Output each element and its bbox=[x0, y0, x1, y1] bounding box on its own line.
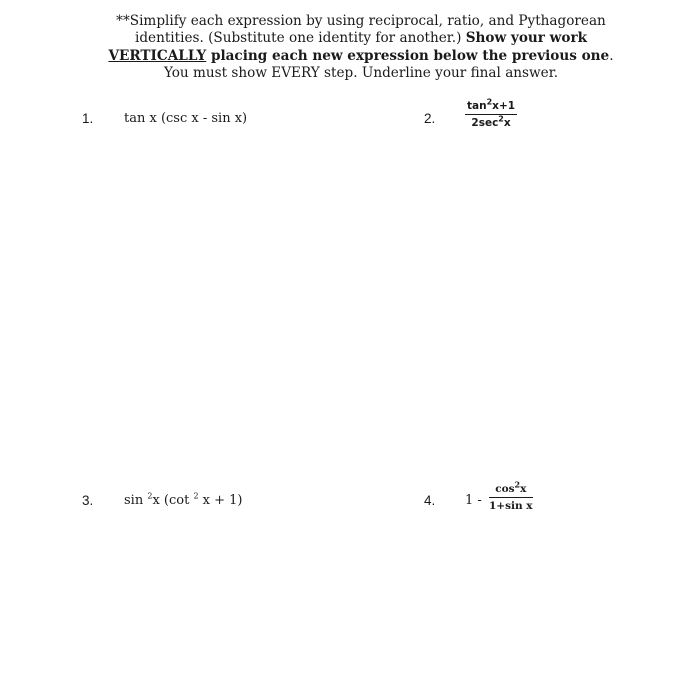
problem-3-part-b: x (cot bbox=[152, 493, 194, 508]
problem-4-num-base: cos bbox=[495, 483, 515, 495]
problem-4-fraction bbox=[489, 479, 533, 512]
problem-2-num-base: tan bbox=[467, 100, 487, 112]
problem-3-part-c: x + 1) bbox=[198, 493, 243, 508]
problem-2-num-exp: 2 bbox=[486, 97, 493, 107]
problem-4-prefix: 1 - bbox=[465, 493, 482, 508]
problem-3-number: 3. bbox=[82, 493, 94, 508]
instructions-text-1: **Simplify each expression by using reciprocal, ratio, and Pythagorean identities. (Substitute one identity for another.) bbox=[116, 13, 606, 47]
problem-3-expression bbox=[124, 493, 243, 508]
problem-4-num-exp: 2 bbox=[514, 479, 521, 490]
problem-3-part-a: sin bbox=[124, 493, 148, 508]
problem-2-fraction bbox=[465, 97, 517, 129]
problem-2-den-exp: 2 bbox=[498, 114, 504, 124]
problem-1-expression: tan x (csc x - sin x) bbox=[124, 111, 248, 126]
instructions bbox=[100, 13, 622, 83]
problem-4-number: 4. bbox=[424, 493, 436, 508]
vertically-underlined: VERTICALLY bbox=[108, 47, 207, 64]
problem-2-den-rest: x bbox=[503, 117, 511, 129]
instructions-bold-1: Show your work bbox=[465, 30, 588, 47]
problem-2-number: 2. bbox=[424, 111, 436, 126]
instructions-bold-underline bbox=[108, 48, 206, 64]
problem-4-numerator bbox=[489, 479, 533, 498]
problem-3-exp-b: 2 bbox=[193, 491, 199, 501]
instructions-text-2: . You must show EVERY step. Underline your final answer. bbox=[163, 47, 614, 82]
problem-2-denominator bbox=[465, 115, 517, 129]
problem-2-numerator bbox=[465, 97, 517, 115]
problem-4-num-rest: x bbox=[520, 483, 527, 495]
problem-2-num-rest: x+1 bbox=[492, 100, 516, 112]
problem-1-number: 1. bbox=[82, 111, 94, 126]
problem-4-denominator: 1+sin x bbox=[489, 500, 533, 512]
problem-2-den-base: 2sec bbox=[471, 117, 499, 129]
problem-3-exp-a: 2 bbox=[147, 491, 153, 501]
instructions-bold-2: placing each new expression below the previous one bbox=[206, 47, 610, 64]
